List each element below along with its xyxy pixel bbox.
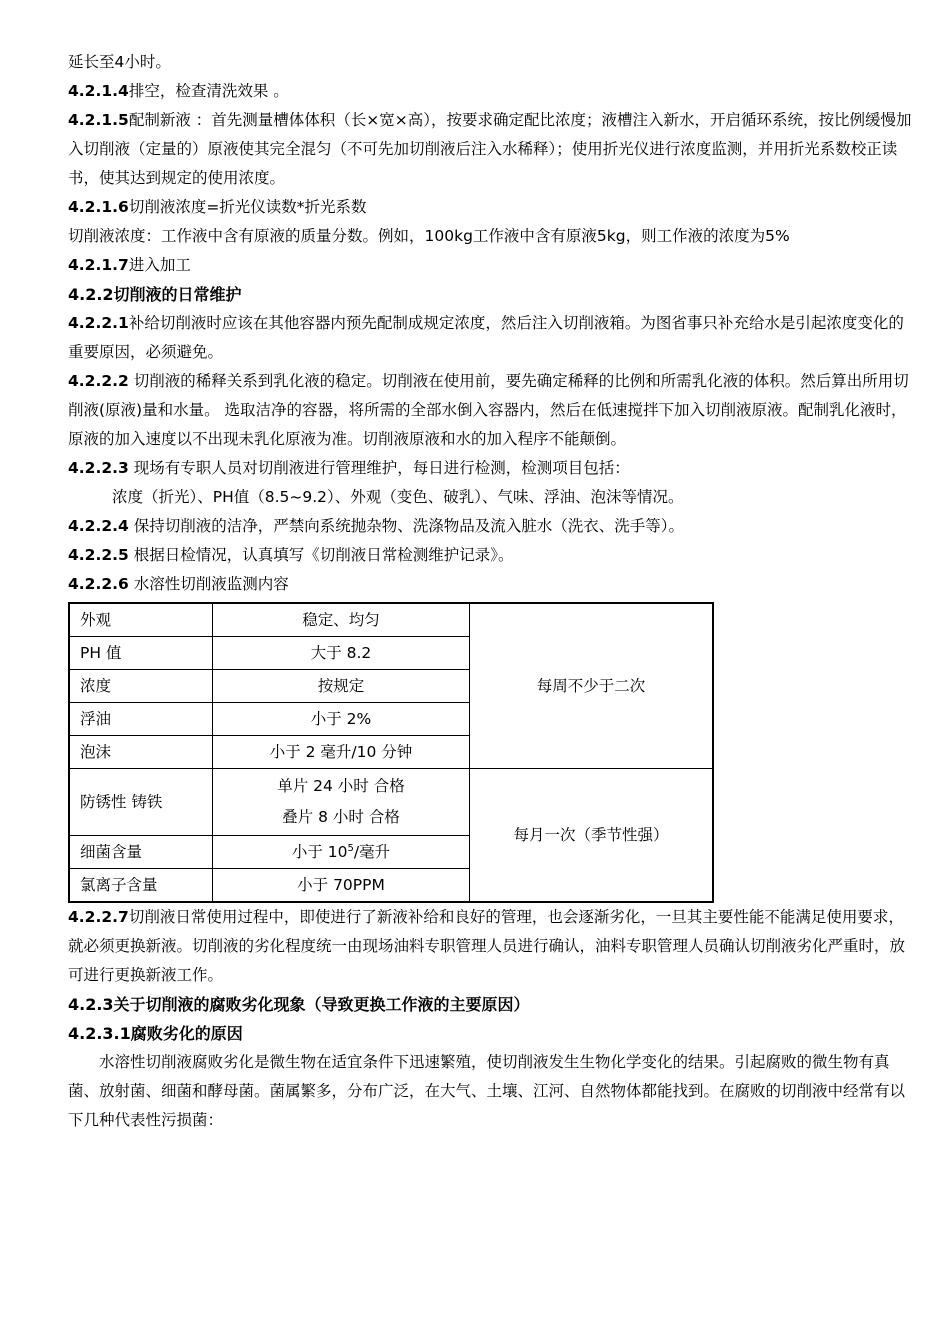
table-cell-item: 氯离子含量	[69, 869, 213, 903]
section-text: 切削液浓度=折光仪读数*折光系数	[128, 198, 367, 216]
table-cell-value	[213, 769, 470, 836]
table-row	[69, 603, 713, 637]
value-unit: /毫升	[353, 843, 391, 861]
section-number: 4.2.2.2	[68, 372, 129, 390]
text-line	[68, 454, 914, 483]
table-cell-value: 按规定	[213, 670, 470, 703]
value-exponent: 5	[347, 842, 354, 854]
table-cell-item: 细菌含量	[69, 836, 213, 869]
monitoring-table	[68, 602, 714, 903]
table-cell-value: 大于 8.2	[213, 637, 470, 670]
table-cell-value: 小于 2 毫升/10 分钟	[213, 736, 470, 769]
text-line	[68, 251, 914, 280]
text-line: 切削液浓度：工作液中含有原液的质量分数。例如，100kg工作液中含有原液5kg，则工作液的浓度为5%	[68, 227, 790, 245]
section-text: 切削液的稀释关系到乳化液的稳定。切削液在使用前，要先确定稀释的比例和所需乳化液的体积。然后算出所用切削液(原液)量和水量。 选取洁净的容器，将所需的全部水倒入容器内，然后在低速搅拌下加入切削液原液。配制乳化液时，原液的加入速度以不出现未乳化原液为准。切削液原液和水的加入程序不能颠倒。	[68, 372, 909, 448]
section-heading: 4.2.2切削液的日常维护	[68, 285, 242, 304]
table-cell-item: 浓度	[69, 670, 213, 703]
table-cell-item: 防锈性 铸铁	[69, 769, 213, 836]
table-cell-line: 单片 24 小时 合格	[277, 777, 405, 795]
section-text: 水溶性切削液监测内容	[128, 575, 289, 593]
section-number: 4.2.2.7	[68, 908, 129, 926]
section-text: 补给切削液时应该在其他容器内预先配制成规定浓度，然后注入切削液箱。为图省事只补充给水是引起浓度变化的重要原因，必须避免。	[68, 314, 904, 361]
text-paragraph	[68, 309, 914, 367]
text-line	[68, 570, 914, 599]
section-text: 配制新液 ：首先测量槽体体积（长×宽×高），按要求确定配比浓度；液槽注入新水，开启循环系统，按比例缓慢加入切削液（定量的）原液使其完全混匀（不可先加切削液后注入水稀释）；使用折光仪进行浓度监测，并用折光系数校正读书，使其达到规定的使用浓度。	[68, 111, 912, 187]
section-text: 切削液日常使用过程中，即使进行了新液补给和良好的管理，也会逐渐劣化，一旦其主要性能不能满足使用要求，就必须更换新液。切削液的劣化程度统一由现场油料专职管理人员进行确认，油料专职管理人员确认切削液劣化严重时，放可进行更换新液工作。	[68, 908, 906, 984]
value-text: 小于 10	[291, 843, 348, 861]
text-line	[68, 193, 914, 222]
section-text: 根据日检情况，认真填写《切削液日常检测维护记录》。	[128, 546, 514, 564]
text-line	[68, 512, 914, 541]
text-paragraph	[68, 367, 914, 454]
section-heading: 4.2.3关于切削液的腐败劣化现象（导致更换工作液的主要原因）	[68, 995, 530, 1014]
text-paragraph: 水溶性切削液腐败劣化是微生物在适宜条件下迅速繁殖，使切削液发生生物化学变化的结果。引起腐败的微生物有真菌、放射菌、细菌和酵母菌。菌属繁多，分布广泛，在大气、土壤、江河、自然物体都能找到。在腐败的切削液中经常有以下几种代表性污损菌：	[68, 1053, 906, 1129]
text-paragraph	[68, 106, 914, 193]
table-cell-frequency: 每周不少于二次	[470, 603, 714, 769]
section-text: 进入加工	[128, 256, 191, 274]
section-number: 4.2.2.1	[68, 314, 129, 332]
section-number: 4.2.2.6	[68, 575, 129, 593]
table-cell-value: 小于 2%	[213, 703, 470, 736]
table-cell-item: PH 值	[69, 637, 213, 670]
section-number: 4.2.1.6	[68, 198, 129, 216]
section-number: 4.2.2.5	[68, 546, 129, 564]
section-number: 4.2.1.4	[68, 82, 129, 100]
section-text: 保持切削液的洁净，严禁向系统抛杂物、洗涤物品及流入脏水（洗衣、洗手等）。	[128, 517, 684, 535]
text-line: 延长至4小时。	[68, 53, 171, 71]
table-cell-item: 泡沫	[69, 736, 213, 769]
section-number: 4.2.1.5	[68, 111, 129, 129]
table-cell-item: 浮油	[69, 703, 213, 736]
section-number: 4.2.2.4	[68, 517, 129, 535]
text-paragraph	[68, 903, 914, 990]
table-cell-value: 稳定、均匀	[213, 603, 470, 637]
text-line: 浓度（折光）、PH值（8.5~9.2）、外观（变色、破乳）、气味、浮油、泡沫等情况。	[112, 488, 684, 506]
section-number: 4.2.1.7	[68, 256, 129, 274]
section-text: 排空，检查清洗效果 。	[128, 82, 289, 100]
section-text: 现场有专职人员对切削液进行管理维护，每日进行检测，检测项目包括：	[128, 459, 630, 477]
table-cell-value	[213, 836, 470, 869]
text-line	[68, 541, 914, 570]
text-line	[68, 77, 914, 106]
table-cell-frequency: 每月一次（季节性强）	[470, 769, 714, 903]
table-cell-item: 外观	[69, 603, 213, 637]
section-number: 4.2.2.3	[68, 459, 129, 477]
table-row	[69, 769, 713, 836]
table-cell-value: 小于 70PPM	[213, 869, 470, 903]
section-heading: 4.2.3.1腐败劣化的原因	[68, 1024, 243, 1043]
table-cell-line: 叠片 8 小时 合格	[282, 808, 400, 826]
document-page	[68, 48, 914, 1135]
